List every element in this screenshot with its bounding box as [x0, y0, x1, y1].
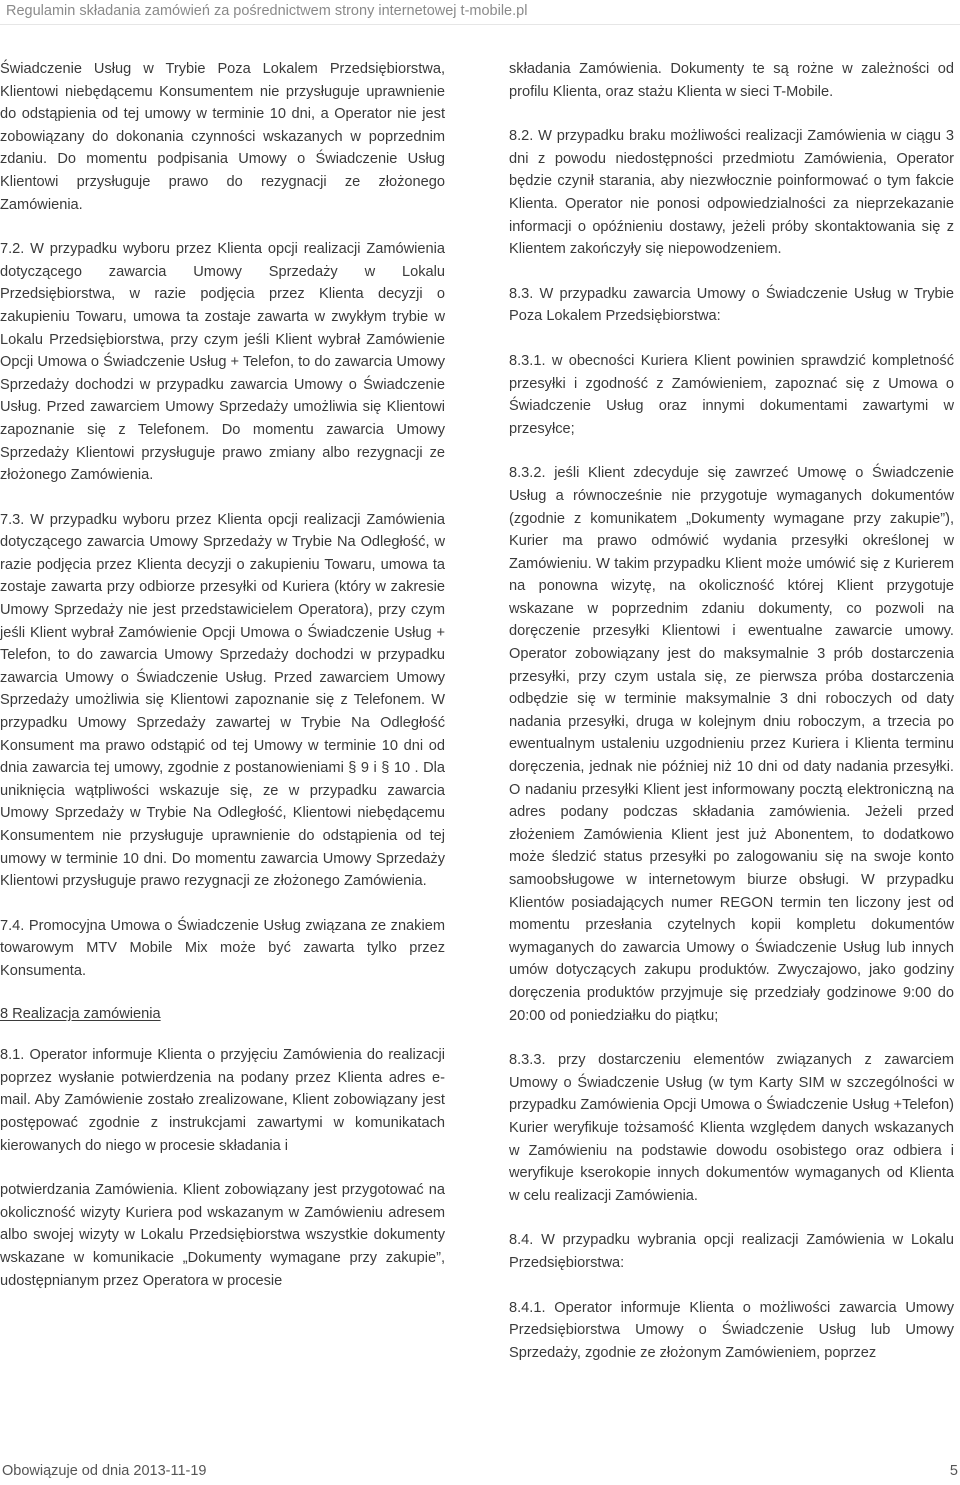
- paragraph-8-1-end: składania Zamówienia. Dokumenty te są rożne w zależności od profilu Klienta, oraz stażu Klienta w sieci T-Mobile.: [509, 61, 954, 100]
- document-title: Regulamin składania zamówień za pośrednictwem strony internetowej t-mobile.pl: [6, 3, 528, 19]
- left-column: [0, 58, 445, 1314]
- paragraph-7-3: 7.3. W przypadku wyboru przez Klienta opcji realizacji Zamówienia dotyczącego zawarcia Umowy Sprzedaży w Trybie Na Odległość, w razie podjęcia przez Klienta decyzji o zakupieniu Towaru, umowa ta zostaje zawarta przy odbiorze przesyłki od Kuriera (który w zakresie Umowy Sprzedaży nie jest przedstawicielem Operatora), przy czym jeśli Klient wybrał Zamówienie Opcji Umowa o Świadczenie Usług + Telefon, to do zawarcia Umowy Sprzedaży dochodzi w przypadku zawarcia Umowy o Świadczenie Usług. Przed zawarciem Umowy Sprzedaży umożliwia się Klientowi zapoznanie się z Telefonem. W przypadku Umowy Sprzedaży zawartej w Trybie Na Odległość Konsument ma prawo odstąpić od tej Umowy w terminie 10 dni od dnia zawarcia tej umowy, zgodnie z postanowieniami § 9 i § 10 . Dla uniknięcia wątpliwości wskazuje się, ze w przypadku zawarcia Umowy Sprzedaży w Trybie Na Odległość, Klientowi niebędącemu Konsumentem nie przysługuje uprawnienie do odstąpienia od tej umowy w terminie 10 dni. Do momentu zawarcia Umowy Sprzedaży Klientowi przysługuje prawo rezygnacji ze złożonego Zamówienia.: [0, 511, 445, 890]
- effective-date: Obowiązuje od dnia 2013-11-19: [2, 1463, 207, 1479]
- section-heading-8: 8 Realizacja zamówienia: [0, 1005, 161, 1022]
- right-column: [509, 58, 954, 1386]
- paragraph-7-2: 7.2. W przypadku wyboru przez Klienta opcji realizacji Zamówienia dotyczącego zawarcia Umowy Sprzedaży w Lokalu Przedsiębiorstwa, w razie podjęcia przez Klienta decyzji o zakupieniu Towaru, umowa ta zostaje zawarta w zwykłym trybie w Lokalu Przedsiębiorstwa, przy czym jeśli Klient wybrał Zamówienie Opcji Umowa o Świadczenie Usług + Telefon, to do zawarcia Umowy Sprzedaży dochodzi w przypadku zawarcia Umowy o Świadczenie Usług. Przed zawarciem Umowy Sprzedaży umożliwia się Klientowi zapoznanie się z Telefonem. Do momentu zawarcia Umowy Sprzedaży Klientowi przysługuje prawo zmiany albo rezygnacji ze złożonego Zamówienia.: [0, 241, 445, 484]
- paragraph-8-3-3: 8.3.3. przy dostarczeniu elementów związanych z zawarciem Umowy o Świadczenie Usług (w tym Karty SIM w szczególności w przypadku Zamówienia Opcji Umowa o Świadczenie Usług +Telefon) Kurier weryfikuje tożsamość Klienta względem danych wskazanych w Zamówieniu na podstawie dowodu osobistego oraz odbiera i weryfikuje kserokopie innych dokumentów wymaganych od Klienta w celu realizacji Zamówienia.: [509, 1052, 954, 1204]
- paragraph-7-4: 7.4. Promocyjna Umowa o Świadczenie Usług związana ze znakiem towarowym MTV Mobile Mix może być zawarta tylko przez Konsumenta.: [0, 917, 445, 979]
- page-footer: [0, 1463, 960, 1485]
- paragraph-8-4: 8.4. W przypadku wybrania opcji realizacji Zamówienia w Lokalu Przedsiębiorstwa:: [509, 1232, 954, 1271]
- paragraph-8-3: 8.3. W przypadku zawarcia Umowy o Świadczenie Usług w Trybie Poza Lokalem Przedsiębiorstwa:: [509, 285, 954, 325]
- page-header: [0, 0, 960, 25]
- paragraph-8-4-1: 8.4.1. Operator informuje Klienta o możliwości zawarcia Umowy Przedsiębiorstwa Umowy o Świadczenie Usług lub Umowy Sprzedaży, zgodnie ze złożonym Zamówieniem, poprzez: [509, 1299, 954, 1361]
- paragraph-7-1-continued: Świadczenie Usług w Trybie Poza Lokalem Przedsiębiorstwa, Klientowi niebędącemu Konsumentem nie przysługuje uprawnienie do odstąpienia od tej umowy w terminie 10 dni, a Operator nie jest zobowiązany do dokonania czynności wskazanych w poprzednim zdaniu. Do momentu podpisania Umowy o Świadczenie Usług Klientowi przysługuje prawo do rezygnacji ze złożonego Zamówienia.: [0, 61, 445, 213]
- paragraph-8-2: 8.2. W przypadku braku możliwości realizacji Zamówienia w ciągu 3 dni z powodu niedostępności przedmiotu Zamówienia, Operator będzie czynił starania, aby niezwłocznie poinformować o tym fakcie Klienta. Operator nie ponosi odpowiedzialności za nieprzekazanie informacji o opóźnieniu dostawy, jeżeli próby skontaktowania się z Klientem zakończyły się niepowodzeniem.: [509, 128, 954, 258]
- paragraph-8-3-2: 8.3.2. jeśli Klient zdecyduje się zawrzeć Umowę o Świadczenie Usług a równocześnie nie przygotuje wymaganych dokumentów (zgodnie z komunikatem „Dokumenty wymagane przy zakupie”), Kurier ma prawo odmówić wydania przesyłki określonej w Zamówieniu. W takim przypadku Klient może umówić się z Kurierem na ponowna wizytę, na okoliczność której Klient przygotuje wskazane w poprzednim zdaniu dokumenty, co pozwoli na doręczenie przesyłki Klientowi i ewentualne zawarcie umowy. Operator zobowiązany jest do maksymalnie 3 prób dostarczenia przesyłki, przy czym ustala się, ze pierwsza próba dostarczenia odbędzie się w terminie maksymalnie 3 dni roboczych od daty nadania przesyłki, druga w kolejnym dniu roboczym, a trzecia po ewentualnym ustaleniu uzgodnieniu przez Kuriera i Klienta terminu doręczenia, jednak nie później niż 10 dni od daty nadania przesyłki. O nadaniu przesyłki Klient jest informowany pocztą elektroniczną na adres podany podczas składania zamówienia. Jeżeli przed złożeniem Zamówienia Klient jest już Abonentem, to dodatkowo może śledzić status przesyłki po zalogowaniu się na swoje konto samoobsługowe w internetowym biurze obsługi. W przypadku Klientów posiadających numer REGON termin ten liczony jest od momentu przesłania czytelnych kopii kompletu dokumentów wymaganych do zawarcia Umowy o Świadczenie Usług lub innych umów dotyczących zakupu produktów. Zwyczajowo, jako godziny doręczenia produktów przyjmuje się przedziały godzinowe 9:00 do 20:00 od poniedziałku do piątku;: [509, 465, 954, 1024]
- paragraph-8-1-continued: potwierdzania Zamówienia. Klient zobowiązany jest przygotować na okoliczność wizyty Kuriera pod wskazanym w Zamówieniu adresem albo swojej wizyty w Lokalu Przedsiębiorstwa wszystkie dokumenty wskazane w komunikacie „Dokumenty wymagane przy zakupie”, udostępnianym przez Operatora w procesie: [0, 1182, 445, 1289]
- paragraph-8-1: 8.1. Operator informuje Klienta o przyjęciu Zamówienia do realizacji poprzez wysłanie potwierdzenia na podany przez Klienta adres e-mail. Aby Zamówienie zostało zrealizowane, Klient zobowiązany jest postępować zgodnie z instrukcjami zawartymi w komunikatach kierowanych do niego w procesie składania i: [0, 1047, 445, 1154]
- page-number: 5: [949, 1463, 958, 1479]
- paragraph-8-3-1: 8.3.1. w obecności Kuriera Klient powinien sprawdzić kompletność przesyłki i zgodność z Zamówieniem, zapoznać się z Umowa o Świadczenie Usług oraz innymi dokumentami zawartymi w przesyłce;: [509, 352, 954, 437]
